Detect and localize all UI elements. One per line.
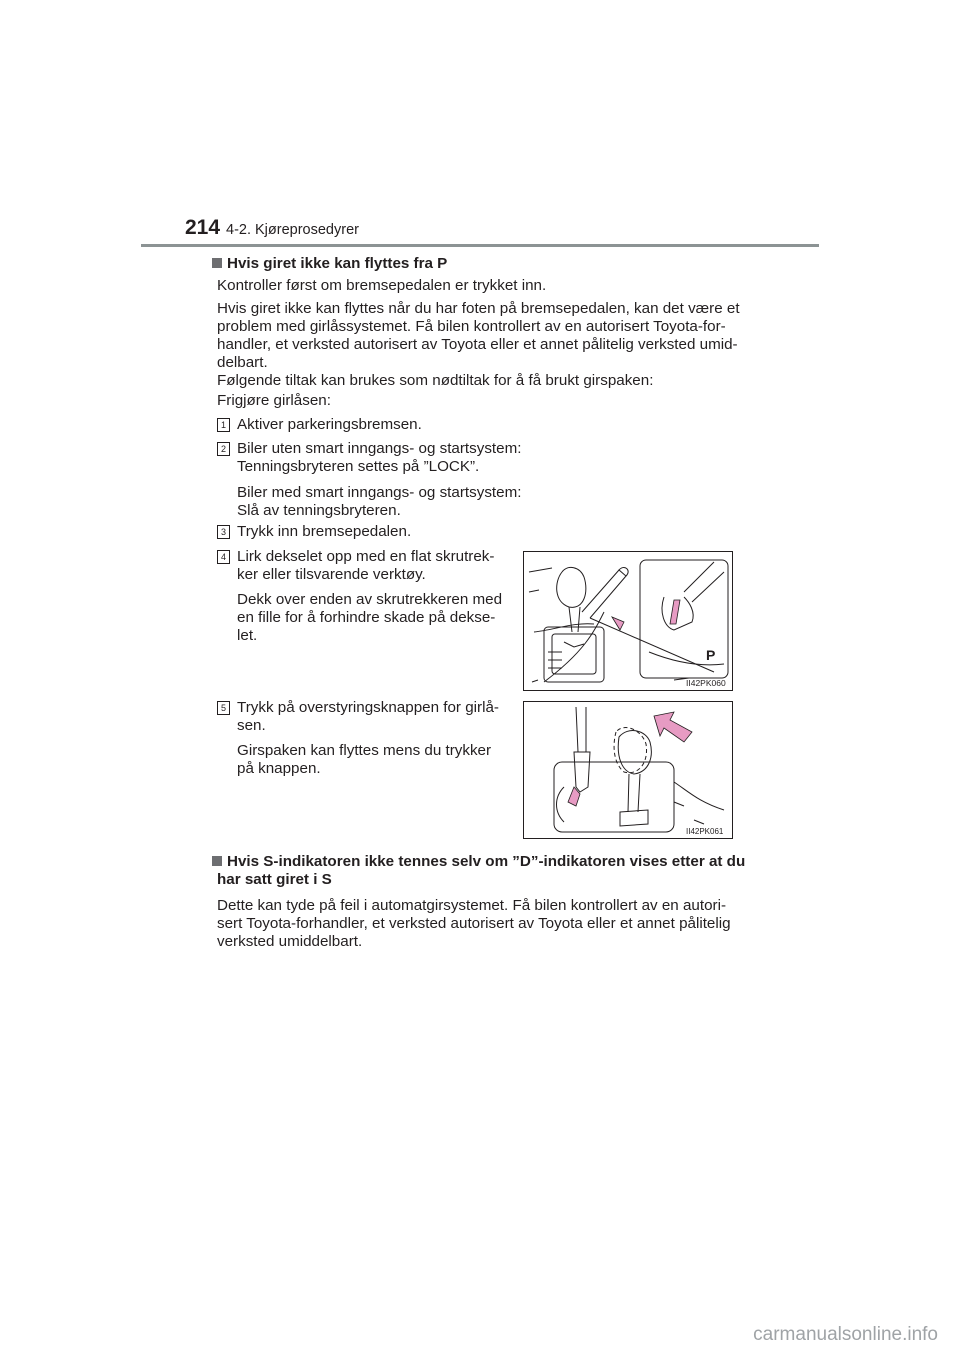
line: Lirk dekselet opp med en flat skrutrek- (237, 548, 495, 565)
heading-text: har satt giret i S (217, 871, 332, 888)
line: sen. (237, 717, 266, 734)
shift-override-illustration (524, 702, 732, 838)
shift-cover-illustration (524, 552, 732, 690)
line: Slå av tenningsbryteren. (237, 502, 401, 519)
line: Biler med smart inngangs- og startsystem: (237, 484, 522, 501)
step-text (237, 484, 521, 520)
line: sert Toyota-forhandler, et verksted autorisert av Toyota eller et annet pålitelig (217, 915, 731, 932)
step-text (237, 699, 505, 735)
step-number-5: 5 (217, 701, 230, 715)
step-number-3: 3 (217, 525, 230, 539)
paragraph: Kontroller først om bremsepedalen er trykket inn. (217, 277, 547, 294)
figure-code: II42PK061 (686, 827, 724, 836)
line: Trykk på overstyringsknappen for girlå- (237, 699, 499, 716)
paragraph: Frigjøre girlåsen: (217, 392, 331, 409)
line: Følgende tiltak kan brukes som nødtiltak for å få brukt girspaken: (217, 372, 654, 389)
page-number: 214 (185, 216, 221, 239)
watermark: carmanualsonline.info (753, 1324, 938, 1345)
paragraph (217, 300, 747, 390)
figure-code: II42PK060 (686, 678, 726, 688)
line: ker eller tilsvarende verktøy. (237, 566, 426, 583)
figure-shift-cover (523, 551, 733, 691)
step-text (237, 548, 505, 584)
line: handler, et verksted autorisert av Toyota eller et annet pålitelig verksted umid- (217, 336, 738, 353)
figure-label-p: P (706, 647, 716, 663)
header-rule (141, 244, 819, 247)
step-text (237, 742, 505, 778)
step-text (237, 440, 521, 476)
line: en fille for å forhindre skade på dekse- (237, 609, 496, 626)
line: Girspaken kan flyttes mens du trykker (237, 742, 492, 759)
line: verksted umiddelbart. (217, 933, 363, 950)
square-bullet-icon (212, 856, 222, 866)
step-number-4: 4 (217, 550, 230, 564)
section-heading-2 (212, 853, 752, 889)
step-number-1: 1 (217, 418, 230, 432)
line: Dekk over enden av skrutrekkeren med (237, 591, 503, 608)
figure-shift-override (523, 701, 733, 839)
section-heading-1 (212, 255, 447, 273)
paragraph (217, 897, 747, 951)
heading-text: Hvis giret ikke kan flyttes fra P (227, 255, 448, 272)
heading-text: Hvis S-indikatoren ikke tennes selv om ”D”-indikatoren vises etter at du (227, 853, 746, 870)
square-bullet-icon (212, 258, 222, 268)
line: problem med girlåssystemet. Få bilen kontrollert av en autorisert Toyota-for- (217, 318, 726, 335)
line: Hvis giret ikke kan flyttes når du har foten på bremsepedalen, kan det være et (217, 300, 740, 317)
step-number-2: 2 (217, 442, 230, 456)
line: Dette kan tyde på feil i automatgirsystemet. Få bilen kontrollert av en autori- (217, 897, 727, 914)
line: Tenningsbryteren settes på ”LOCK”. (237, 458, 480, 475)
line: let. (237, 627, 258, 644)
line: på knappen. (237, 760, 321, 777)
step-text: Aktiver parkeringsbremsen. (237, 416, 422, 433)
step-text: Trykk inn bremsepedalen. (237, 523, 412, 540)
section-title: 4-2. Kjøreprosedyrer (226, 222, 359, 238)
step-text (237, 591, 505, 645)
line: delbart. (217, 354, 268, 371)
line: Biler uten smart inngangs- og startsystem: (237, 440, 522, 457)
